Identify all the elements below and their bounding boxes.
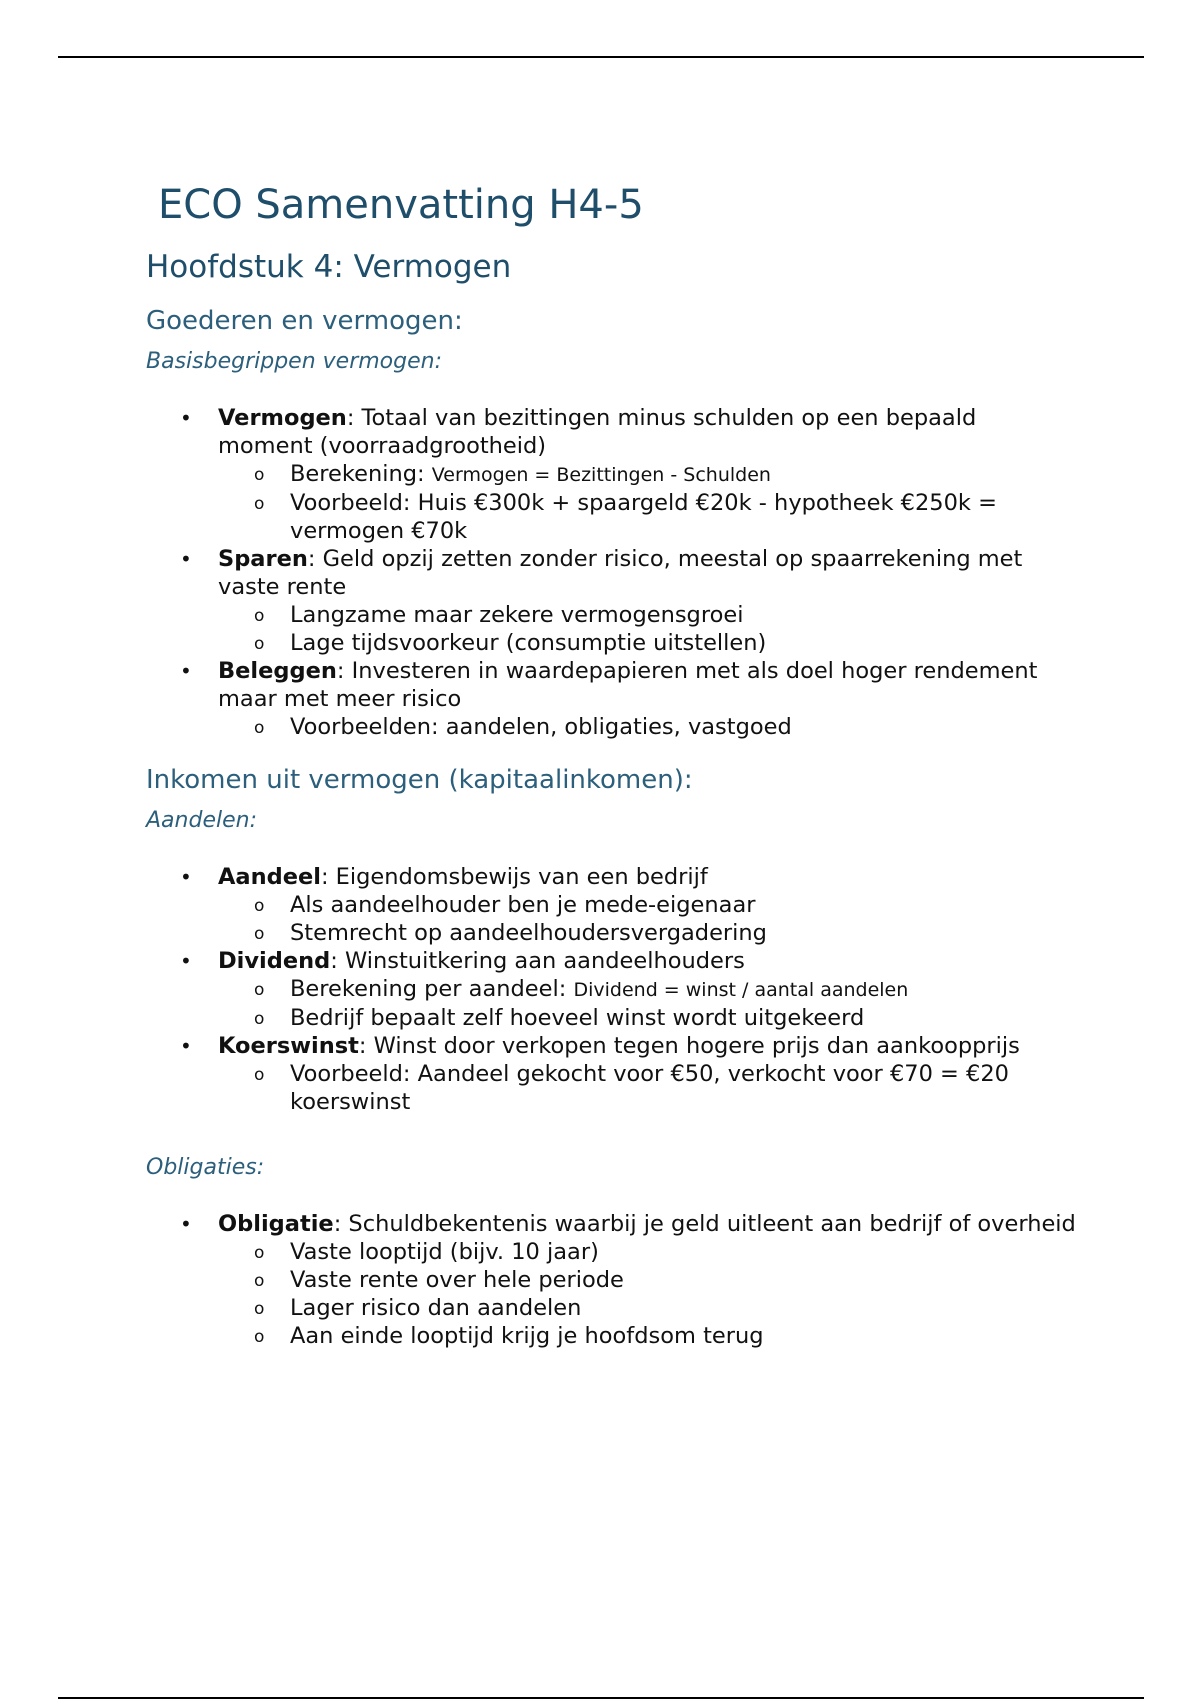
definition: : Totaal van bezittingen minus schulden op een bepaald moment (voorraadgrootheid) [218, 405, 977, 459]
chapter-heading: Hoofdstuk 4: Vermogen [146, 249, 512, 285]
term: Beleggen [218, 658, 337, 684]
sub-item [218, 919, 1076, 947]
definition: : Winstuitkering aan aandeelhouders [330, 948, 745, 974]
section-heading-inkomen: Inkomen uit vermogen (kapitaalinkomen): [146, 765, 693, 795]
list-item-obligatie [146, 1210, 1076, 1350]
list-item-dividend [146, 947, 1076, 1032]
sub-item-text: Lage tijdsvoorkeur (consumptie uitstellen) [290, 630, 767, 656]
sub-item [218, 1294, 1076, 1322]
bullet-list-aandelen [146, 863, 1076, 1116]
term: Vermogen [218, 405, 347, 431]
formula: Dividend = winst / aantal aandelen [573, 979, 909, 1001]
sub-item-text: Aan einde looptijd krijg je hoofdsom terug [290, 1323, 764, 1349]
sub-item [218, 1322, 1076, 1350]
sub-item [218, 629, 1076, 657]
sub-item [218, 713, 1076, 741]
term: Aandeel [218, 864, 321, 890]
list-item-aandeel [146, 863, 1076, 947]
term: Obligatie [218, 1211, 334, 1237]
section-heading-goederen: Goederen en vermogen: [146, 306, 463, 336]
sub-item-text: Vaste looptijd (bijv. 10 jaar) [290, 1239, 599, 1265]
sub-item [218, 891, 1076, 919]
sub-list [218, 891, 1076, 947]
sub-item [218, 601, 1076, 629]
definition: : Geld opzij zetten zonder risico, meestal op spaarrekening met vaste rente [218, 546, 1023, 600]
definition: : Eigendomsbewijs van een bedrijf [320, 864, 708, 890]
sub-list [218, 1238, 1076, 1350]
sub-list [218, 601, 1076, 657]
sub-list [218, 975, 1076, 1032]
subheading-obligaties: Obligaties: [146, 1155, 265, 1180]
subheading-aandelen: Aandelen: [146, 808, 257, 833]
document-title: ECO Samenvatting H4-5 [158, 182, 644, 228]
sub-item [218, 1060, 1076, 1116]
sub-item-text: Voorbeelden: aandelen, obligaties, vastgoed [290, 714, 792, 740]
sub-item-text: Vaste rente over hele periode [290, 1267, 624, 1293]
sub-item-text: Als aandeelhouder ben je mede-eigenaar [290, 892, 756, 918]
bullet-list-obligaties [146, 1210, 1076, 1350]
sub-item-text: Berekening: [290, 461, 432, 487]
sub-item [218, 489, 1076, 545]
list-item-koerswinst [146, 1032, 1076, 1116]
list-item-beleggen [146, 657, 1076, 741]
sub-list [218, 460, 1076, 545]
sub-item [218, 1238, 1076, 1266]
sub-item-text: Berekening per aandeel: [290, 976, 574, 1002]
bullet-list-basisbegrippen [146, 404, 1076, 741]
term: Sparen [218, 546, 308, 572]
sub-list [218, 1060, 1076, 1116]
term: Dividend [218, 948, 331, 974]
document-body [146, 176, 1076, 1350]
sub-item-text: Langzame maar zekere vermogensgroei [290, 602, 744, 628]
term: Koerswinst [218, 1033, 359, 1059]
header-rule [58, 56, 1144, 58]
definition: : Investeren in waardepapieren met als doel hoger rendement maar met meer risico [218, 658, 1038, 712]
footer-rule [58, 1697, 1144, 1699]
sub-item-text: Stemrecht op aandeelhoudersvergadering [290, 920, 767, 946]
list-item-vermogen [146, 404, 1076, 545]
sub-item-text: Bedrijf bepaalt zelf hoeveel winst wordt uitgekeerd [290, 1005, 865, 1031]
sub-item [218, 1266, 1076, 1294]
definition: : Winst door verkopen tegen hogere prijs dan aankoopprijs [358, 1033, 1020, 1059]
subheading-basisbegrippen: Basisbegrippen vermogen: [146, 349, 442, 374]
sub-list [218, 713, 1076, 741]
definition: : Schuldbekentenis waarbij je geld uitleent aan bedrijf of overheid [333, 1211, 1076, 1237]
sub-item-text: Voorbeeld: Huis €300k + spaargeld €20k - hypotheek €250k = vermogen €70k [290, 490, 997, 544]
sub-item [218, 460, 1076, 489]
sub-item-text: Voorbeeld: Aandeel gekocht voor €50, verkocht voor €70 = €20 koerswinst [290, 1061, 1010, 1115]
sub-item [218, 975, 1076, 1004]
sub-item [218, 1004, 1076, 1032]
formula: Vermogen = Bezittingen - Schulden [431, 464, 771, 486]
list-item-sparen [146, 545, 1076, 657]
sub-item-text: Lager risico dan aandelen [290, 1295, 582, 1321]
